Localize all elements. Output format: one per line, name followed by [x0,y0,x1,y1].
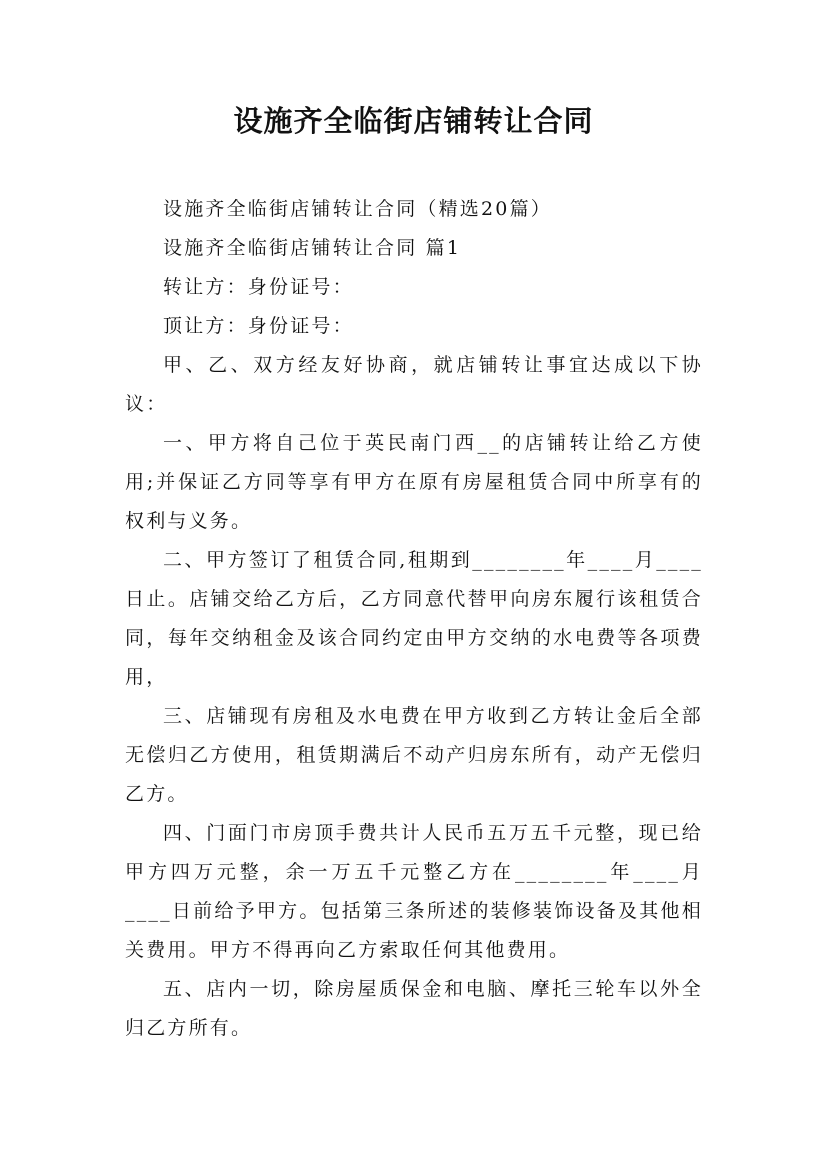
document-body [125,190,703,1048]
paragraph-transferor: 转让方：身份证号： [163,276,354,298]
paragraph-preamble: 甲、乙、双方经友好协商，就店铺转让事宜达成以下协议： [125,354,703,415]
document-title: 设施齐全临街店铺转让合同 [233,104,594,138]
paragraph-clause-5: 五、店内一切，除房屋质保金和电脑、摩托三轮车以外全归乙方所有。 [125,978,703,1039]
paragraph-clause-4: 四、门面门市房顶手费共计人民币五万五千元整，现已给甲方四万元整，余一万五千元整乙方在________年____月____日前给予甲方。包括第三条所述的装修装饰设备及其他相关费用。甲方不得再向乙方索取任何其他费用。 [125,822,703,961]
paragraph-clause-3: 三、店铺现有房租及水电费在甲方收到乙方转让金后全部无偿归乙方使用，租赁期满后不动产归房东所有，动产无偿归乙方。 [125,705,703,805]
paragraph-transferee: 顶让方：身份证号： [163,315,354,337]
paragraph-subtitle: 设施齐全临街店铺转让合同（精选20篇） [163,198,552,220]
paragraph-clause-1: 一、甲方将自己位于英民南门西__的店铺转让给乙方使用;并保证乙方同等享有甲方在原有房屋租赁合同中所享有的权利与义务。 [125,432,703,532]
paragraph-section-heading: 设施齐全临街店铺转让合同 篇1 [163,237,462,259]
paragraph-clause-2: 二、甲方签订了租赁合同,租期到________年____月____日止。店铺交给乙方后，乙方同意代替甲向房东履行该租赁合同，每年交纳租金及该合同约定由甲方交纳的水电费等各项费用， [125,549,703,688]
